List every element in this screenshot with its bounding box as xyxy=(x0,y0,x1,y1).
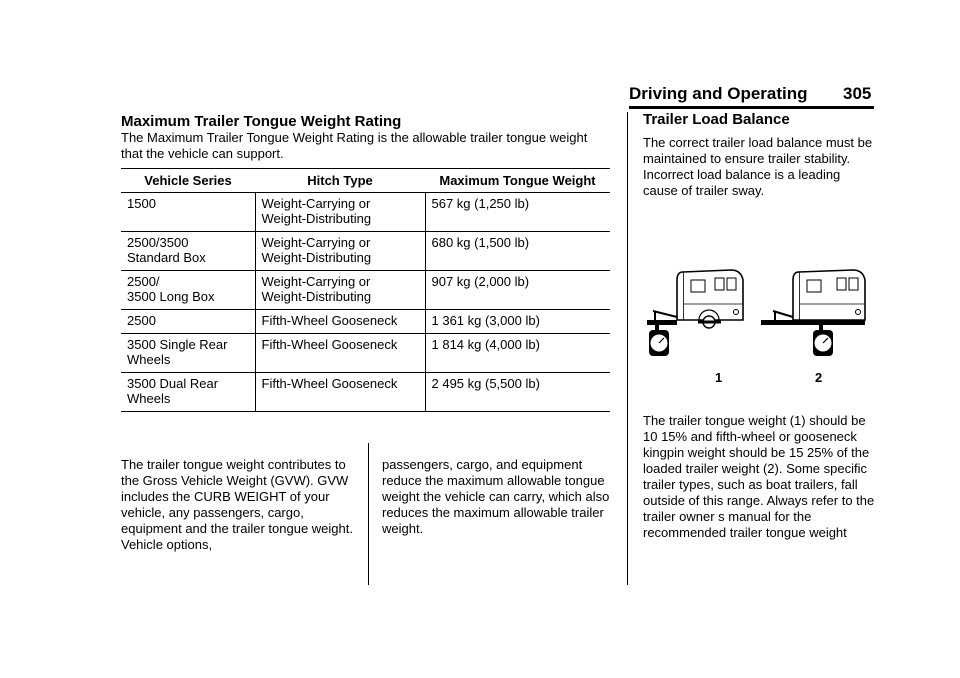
table-row xyxy=(121,271,610,310)
trailer-balance-illustration xyxy=(643,262,873,387)
cell-line: Weight-Distributing xyxy=(261,289,372,304)
cell-line: Wheels xyxy=(127,352,171,367)
side-heading: Trailer Load Balance xyxy=(643,111,790,128)
cell-line: Weight-Distributing xyxy=(261,211,372,226)
cell-line: Fifth-Wheel Gooseneck xyxy=(261,376,398,391)
cell-weight: 567 kg (1,250 lb) xyxy=(425,193,610,232)
header-rule xyxy=(629,106,874,109)
cell-weight: 1 814 kg (4,000 lb) xyxy=(425,334,610,373)
page-number: 305 xyxy=(843,84,872,103)
intro-paragraph: The Maximum Trailer Tongue Weight Rating is the allowable trailer tongue weight that the vehicle can support. xyxy=(121,130,588,161)
body-paragraph-middle: passengers, cargo, and equipment reduce the maximum allowable tongue weight the vehicle can carry, which also reduces the maximum allowable trailer weight. xyxy=(382,457,610,536)
cell-hitch xyxy=(255,232,425,271)
cell-hitch xyxy=(255,373,425,412)
body-paragraph-left: The trailer tongue weight contributes to the Gross Vehicle Weight (GVW). GVW includes the CURB WEIGHT of your vehicle, any passengers, cargo, equipment and the trailer tongue weight. Vehicle options, xyxy=(121,457,353,552)
table-row xyxy=(121,310,610,334)
column-header-series: Vehicle Series xyxy=(121,169,255,193)
page-heading: Maximum Trailer Tongue Weight Rating xyxy=(121,113,402,130)
cell-hitch xyxy=(255,334,425,373)
trailer-1-illustration xyxy=(647,270,743,356)
cell-series xyxy=(121,193,255,232)
cell-line: Weight-Carrying or xyxy=(261,235,371,250)
cell-weight: 2 495 kg (5,500 lb) xyxy=(425,373,610,412)
cell-weight: 907 kg (2,000 lb) xyxy=(425,271,610,310)
cell-series xyxy=(121,271,255,310)
cell-hitch xyxy=(255,310,425,334)
cell-line: 2500/ xyxy=(127,274,160,289)
tongue-weight-table xyxy=(121,168,610,412)
callout-1: 1 xyxy=(715,370,723,385)
cell-line: 3500 Single Rear xyxy=(127,337,228,352)
cell-series xyxy=(121,310,255,334)
cell-hitch xyxy=(255,271,425,310)
cell-line: Weight-Carrying or xyxy=(261,196,371,211)
cell-weight: 1 361 kg (3,000 lb) xyxy=(425,310,610,334)
cell-line: 2500/3500 xyxy=(127,235,189,250)
cell-line: 2500 xyxy=(127,313,156,328)
cell-line: 3500 Long Box xyxy=(127,289,215,304)
side-intro-paragraph: The correct trailer load balance must be maintained to ensure trailer stability. Incorrect load balance is a leading cause of trailer sway. xyxy=(643,135,873,198)
table-row xyxy=(121,373,610,412)
table-row xyxy=(121,334,610,373)
cell-hitch xyxy=(255,193,425,232)
cell-line: 1500 xyxy=(127,196,156,211)
callout-2: 2 xyxy=(815,370,823,385)
table-header-row xyxy=(121,169,610,193)
table-row xyxy=(121,232,610,271)
cell-series xyxy=(121,373,255,412)
trailer-2-illustration xyxy=(761,270,865,356)
side-body-paragraph: The trailer tongue weight (1) should be 10 15% and fifth-wheel or gooseneck kingpin weight should be 15 25% of the loaded trailer weight (2). Some specific trailer types, such as boat trailers, fall outside of this range. Always refer to the trailer owner s manual for the recommended trailer tongue weight xyxy=(643,413,875,540)
column-header-weight: Maximum Tongue Weight xyxy=(425,169,610,193)
cell-line: 3500 Dual Rear xyxy=(127,376,219,391)
cell-line: Wheels xyxy=(127,391,171,406)
cell-line: Standard Box xyxy=(127,250,206,265)
cell-line: Fifth-Wheel Gooseneck xyxy=(261,313,398,328)
column-divider xyxy=(627,112,628,585)
cell-weight: 680 kg (1,500 lb) xyxy=(425,232,610,271)
cell-line: Weight-Distributing xyxy=(261,250,372,265)
cell-line: Weight-Carrying or xyxy=(261,274,371,289)
cell-series xyxy=(121,334,255,373)
column-header-hitch: Hitch Type xyxy=(255,169,425,193)
table-row xyxy=(121,193,610,232)
section-title: Driving and Operating xyxy=(629,84,808,103)
cell-series xyxy=(121,232,255,271)
column-divider xyxy=(368,443,369,585)
cell-line: Fifth-Wheel Gooseneck xyxy=(261,337,398,352)
